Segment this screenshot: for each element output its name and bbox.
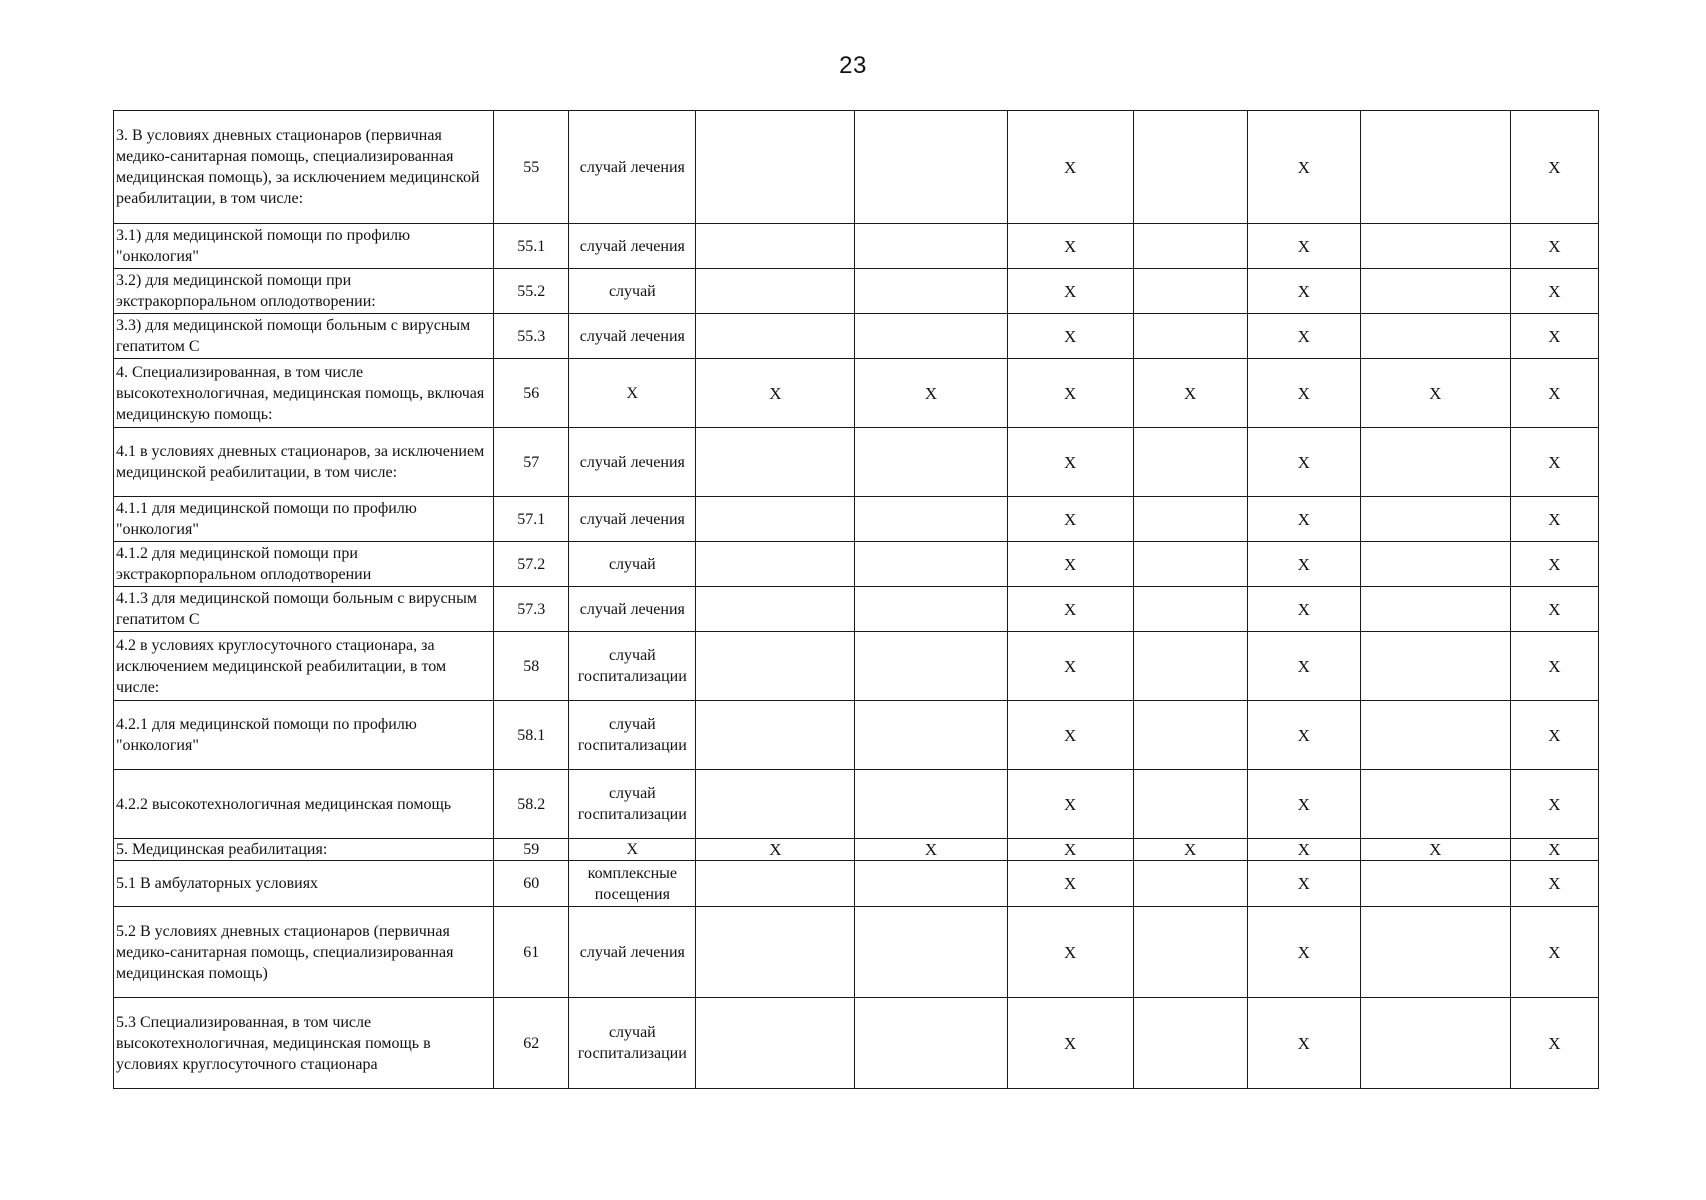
table-row bbox=[114, 428, 1599, 497]
row-unit-cell: случай лечения bbox=[569, 497, 696, 542]
row-unit-cell: случай лечения bbox=[569, 587, 696, 632]
value-cell: X bbox=[1510, 998, 1598, 1089]
row-name-cell: 4.1.3 для медицинской помощи больным с вирусным гепатитом С bbox=[114, 587, 494, 632]
value-cell bbox=[696, 998, 855, 1089]
value-cell bbox=[696, 269, 855, 314]
value-cell: X bbox=[1007, 224, 1133, 269]
row-number-cell: 55.2 bbox=[494, 269, 569, 314]
row-unit-cell: случай госпитализации bbox=[569, 632, 696, 701]
row-number-cell: 57.2 bbox=[494, 542, 569, 587]
value-cell: X bbox=[1007, 111, 1133, 224]
value-cell: X bbox=[1510, 632, 1598, 701]
value-cell bbox=[1133, 998, 1247, 1089]
row-number-cell: 56 bbox=[494, 359, 569, 428]
value-cell: X bbox=[1247, 497, 1360, 542]
value-cell: X bbox=[1360, 359, 1510, 428]
row-number-cell: 57.3 bbox=[494, 587, 569, 632]
value-cell: X bbox=[1247, 542, 1360, 587]
row-unit-cell: случай bbox=[569, 542, 696, 587]
table-row bbox=[114, 587, 1599, 632]
value-cell: X bbox=[1247, 998, 1360, 1089]
value-cell bbox=[696, 907, 855, 998]
value-cell bbox=[1133, 428, 1247, 497]
value-cell bbox=[855, 542, 1007, 587]
value-cell bbox=[1133, 587, 1247, 632]
value-cell: X bbox=[1247, 314, 1360, 359]
value-cell: X bbox=[1510, 861, 1598, 907]
value-cell bbox=[1133, 861, 1247, 907]
row-number-cell: 58 bbox=[494, 632, 569, 701]
row-name-cell: 5.3 Специализированная, в том числе высокотехнологичная, медицинская помощь в условиях круглосуточного стационара bbox=[114, 998, 494, 1089]
table-row bbox=[114, 497, 1599, 542]
value-cell bbox=[696, 632, 855, 701]
row-unit-cell: случай госпитализации bbox=[569, 701, 696, 770]
row-unit-cell: случай лечения bbox=[569, 428, 696, 497]
value-cell: X bbox=[1360, 839, 1510, 861]
row-name-cell: 4.2.2 высокотехнологичная медицинская помощь bbox=[114, 770, 494, 839]
table-row bbox=[114, 861, 1599, 907]
value-cell: X bbox=[1510, 839, 1598, 861]
value-cell bbox=[1360, 269, 1510, 314]
row-number-cell: 59 bbox=[494, 839, 569, 861]
value-cell: X bbox=[1247, 839, 1360, 861]
value-cell: X bbox=[1510, 587, 1598, 632]
data-table bbox=[113, 110, 1599, 1089]
row-unit-cell: случай лечения bbox=[569, 314, 696, 359]
table-row bbox=[114, 701, 1599, 770]
value-cell: X bbox=[1007, 587, 1133, 632]
value-cell: X bbox=[696, 359, 855, 428]
table-row bbox=[114, 998, 1599, 1089]
row-number-cell: 55 bbox=[494, 111, 569, 224]
row-unit-cell: случай лечения bbox=[569, 111, 696, 224]
row-name-cell: 4.1 в условиях дневных стационаров, за исключением медицинской реабилитации, в том числе: bbox=[114, 428, 494, 497]
row-number-cell: 58.1 bbox=[494, 701, 569, 770]
row-name-cell: 4.2 в условиях круглосуточного стационара, за исключением медицинской реабилитации, в том числе: bbox=[114, 632, 494, 701]
value-cell bbox=[1360, 428, 1510, 497]
value-cell bbox=[1360, 497, 1510, 542]
value-cell: X bbox=[1007, 861, 1133, 907]
value-cell bbox=[855, 701, 1007, 770]
value-cell: X bbox=[1247, 428, 1360, 497]
value-cell: X bbox=[1007, 998, 1133, 1089]
table-row bbox=[114, 314, 1599, 359]
value-cell bbox=[855, 314, 1007, 359]
value-cell bbox=[1133, 632, 1247, 701]
row-unit-cell: случай bbox=[569, 269, 696, 314]
value-cell: X bbox=[1247, 701, 1360, 770]
value-cell bbox=[1360, 632, 1510, 701]
value-cell: X bbox=[1510, 314, 1598, 359]
value-cell: X bbox=[1247, 224, 1360, 269]
value-cell: X bbox=[1007, 428, 1133, 497]
value-cell: X bbox=[1510, 497, 1598, 542]
value-cell bbox=[855, 998, 1007, 1089]
value-cell bbox=[1133, 701, 1247, 770]
value-cell: X bbox=[1007, 359, 1133, 428]
value-cell: X bbox=[855, 839, 1007, 861]
table-row bbox=[114, 111, 1599, 224]
value-cell: X bbox=[1510, 701, 1598, 770]
value-cell: X bbox=[1007, 314, 1133, 359]
row-number-cell: 57.1 bbox=[494, 497, 569, 542]
value-cell bbox=[855, 907, 1007, 998]
value-cell: X bbox=[1247, 770, 1360, 839]
value-cell bbox=[696, 587, 855, 632]
row-name-cell: 5.1 В амбулаторных условиях bbox=[114, 861, 494, 907]
table-row bbox=[114, 542, 1599, 587]
value-cell: X bbox=[1510, 770, 1598, 839]
value-cell bbox=[855, 497, 1007, 542]
value-cell: X bbox=[1007, 632, 1133, 701]
row-number-cell: 55.3 bbox=[494, 314, 569, 359]
value-cell bbox=[696, 701, 855, 770]
value-cell bbox=[1360, 770, 1510, 839]
value-cell: X bbox=[1133, 839, 1247, 861]
row-name-cell: 5.2 В условиях дневных стационаров (первичная медико-санитарная помощь, специализированная медицинская помощь) bbox=[114, 907, 494, 998]
value-cell bbox=[1360, 998, 1510, 1089]
value-cell bbox=[696, 224, 855, 269]
value-cell bbox=[1133, 314, 1247, 359]
row-name-cell: 3.2) для медицинской помощи при экстракорпоральном оплодотворении: bbox=[114, 269, 494, 314]
row-unit-cell: случай лечения bbox=[569, 224, 696, 269]
value-cell: X bbox=[1133, 359, 1247, 428]
value-cell bbox=[1360, 907, 1510, 998]
value-cell bbox=[696, 542, 855, 587]
table-row bbox=[114, 770, 1599, 839]
value-cell: X bbox=[1247, 111, 1360, 224]
row-name-cell: 3. В условиях дневных стационаров (первичная медико-санитарная помощь, специализированная медицинская помощь), за исключением медицинской реабилитации, в том числе: bbox=[114, 111, 494, 224]
row-unit-cell: X bbox=[569, 839, 696, 861]
value-cell: X bbox=[1007, 701, 1133, 770]
value-cell bbox=[1360, 861, 1510, 907]
row-number-cell: 60 bbox=[494, 861, 569, 907]
value-cell bbox=[1360, 111, 1510, 224]
value-cell: X bbox=[1510, 428, 1598, 497]
value-cell bbox=[1360, 314, 1510, 359]
row-name-cell: 4.1.2 для медицинской помощи при экстракорпоральном оплодотворении bbox=[114, 542, 494, 587]
value-cell bbox=[1133, 770, 1247, 839]
row-number-cell: 57 bbox=[494, 428, 569, 497]
value-cell: X bbox=[1247, 632, 1360, 701]
value-cell: X bbox=[1247, 861, 1360, 907]
value-cell bbox=[696, 111, 855, 224]
value-cell bbox=[696, 497, 855, 542]
value-cell: X bbox=[1247, 359, 1360, 428]
value-cell bbox=[1133, 269, 1247, 314]
value-cell: X bbox=[1510, 224, 1598, 269]
value-cell: X bbox=[1007, 497, 1133, 542]
value-cell bbox=[855, 111, 1007, 224]
value-cell: X bbox=[855, 359, 1007, 428]
value-cell: X bbox=[1510, 907, 1598, 998]
value-cell bbox=[855, 861, 1007, 907]
value-cell: X bbox=[1007, 770, 1133, 839]
row-name-cell: 4. Специализированная, в том числе высокотехнологичная, медицинская помощь, включая медицинскую помощь: bbox=[114, 359, 494, 428]
table-row bbox=[114, 269, 1599, 314]
row-unit-cell: случай госпитализации bbox=[569, 770, 696, 839]
row-unit-cell: X bbox=[569, 359, 696, 428]
value-cell: X bbox=[1510, 359, 1598, 428]
value-cell bbox=[1133, 497, 1247, 542]
row-unit-cell: случай лечения bbox=[569, 907, 696, 998]
row-name-cell: 5. Медицинская реабилитация: bbox=[114, 839, 494, 861]
row-number-cell: 55.1 bbox=[494, 224, 569, 269]
row-unit-cell: случай госпитализации bbox=[569, 998, 696, 1089]
value-cell: X bbox=[1007, 542, 1133, 587]
value-cell bbox=[696, 770, 855, 839]
row-name-cell: 3.1) для медицинской помощи по профилю "онкология" bbox=[114, 224, 494, 269]
value-cell bbox=[855, 632, 1007, 701]
value-cell bbox=[855, 224, 1007, 269]
row-number-cell: 61 bbox=[494, 907, 569, 998]
row-name-cell: 4.1.1 для медицинской помощи по профилю "онкология" bbox=[114, 497, 494, 542]
value-cell bbox=[696, 314, 855, 359]
value-cell: X bbox=[1247, 587, 1360, 632]
row-name-cell: 4.2.1 для медицинской помощи по профилю "онкология" bbox=[114, 701, 494, 770]
value-cell bbox=[1133, 224, 1247, 269]
row-number-cell: 58.2 bbox=[494, 770, 569, 839]
page-number: 23 bbox=[839, 52, 867, 79]
row-name-cell: 3.3) для медицинской помощи больным с вирусным гепатитом С bbox=[114, 314, 494, 359]
value-cell bbox=[855, 587, 1007, 632]
value-cell bbox=[1133, 907, 1247, 998]
value-cell bbox=[1133, 542, 1247, 587]
value-cell bbox=[1360, 701, 1510, 770]
value-cell bbox=[855, 269, 1007, 314]
value-cell bbox=[696, 861, 855, 907]
value-cell: X bbox=[1007, 269, 1133, 314]
value-cell: X bbox=[1510, 269, 1598, 314]
value-cell bbox=[696, 428, 855, 497]
value-cell bbox=[855, 428, 1007, 497]
table-row bbox=[114, 224, 1599, 269]
table-row bbox=[114, 632, 1599, 701]
value-cell: X bbox=[1510, 542, 1598, 587]
value-cell bbox=[1360, 587, 1510, 632]
table-row bbox=[114, 359, 1599, 428]
value-cell bbox=[1133, 111, 1247, 224]
value-cell bbox=[1360, 542, 1510, 587]
table-row bbox=[114, 839, 1599, 861]
value-cell: X bbox=[696, 839, 855, 861]
value-cell: X bbox=[1007, 839, 1133, 861]
value-cell: X bbox=[1247, 269, 1360, 314]
value-cell: X bbox=[1247, 907, 1360, 998]
value-cell: X bbox=[1007, 907, 1133, 998]
table-row bbox=[114, 907, 1599, 998]
value-cell: X bbox=[1510, 111, 1598, 224]
value-cell bbox=[855, 770, 1007, 839]
row-number-cell: 62 bbox=[494, 998, 569, 1089]
value-cell bbox=[1360, 224, 1510, 269]
row-unit-cell: комплексные посещения bbox=[569, 861, 696, 907]
